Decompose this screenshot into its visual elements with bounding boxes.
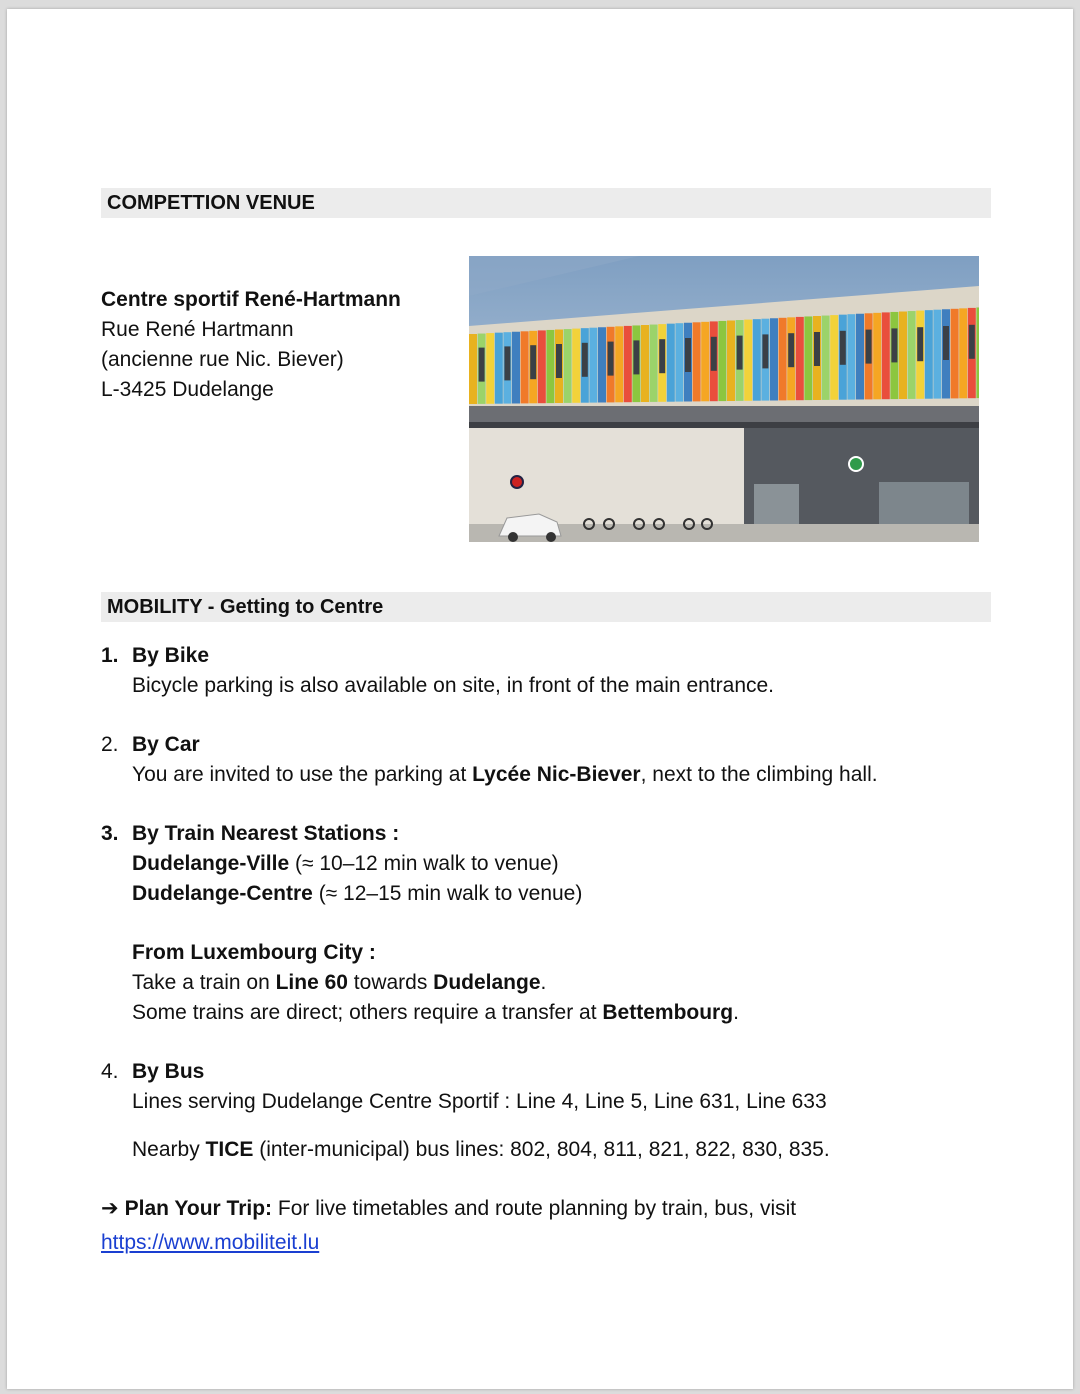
item-text-car: You are invited to use the parking at Lycée Nic-Biever, next to the climbing hall.: [132, 763, 878, 786]
item-number-bus: 4.: [101, 1060, 119, 1083]
venue-section-header: [101, 188, 991, 218]
parking-location: Lycée Nic-Biever: [472, 763, 641, 786]
mobility-section-title: MOBILITY - Getting to Centre: [107, 596, 384, 618]
venue-photo: [469, 256, 979, 542]
item-title-car: By Car: [132, 733, 200, 756]
document-page: [7, 9, 1073, 1389]
item-title-train: By Train Nearest Stations :: [132, 822, 400, 845]
station-dudelange-ville: Dudelange-Ville (≈ 10–12 min walk to venue): [132, 852, 559, 875]
station-dudelange-centre: Dudelange-Centre (≈ 12–15 min walk to venue): [132, 882, 583, 905]
plan-trip-line: ➔ Plan Your Trip: For live timetables and route planning by train, bus, visit: [101, 1194, 796, 1224]
item-title-bus: By Bus: [132, 1060, 205, 1083]
item-number-bike: 1.: [101, 644, 119, 667]
venue-name: Centre sportif René-Hartmann: [101, 288, 401, 311]
item-text-bike: Bicycle parking is also available on site, in front of the main entrance.: [132, 674, 775, 697]
train-line-info: Take a train on Line 60 towards Dudelange.: [132, 971, 547, 994]
tice-bus-lines: Nearby TICE (inter-municipal) bus lines: 802, 804, 811, 821, 822, 830, 835.: [132, 1138, 830, 1161]
arrow-right-icon: ➔: [101, 1197, 119, 1220]
from-luxembourg-title: From Luxembourg City :: [132, 941, 376, 964]
mobility-section-header: [101, 592, 991, 622]
item-title-bike: By Bike: [132, 644, 210, 667]
mobiliteit-link[interactable]: https://www.mobiliteit.lu: [101, 1231, 320, 1254]
bus-lines-text: Lines serving Dudelange Centre Sportif : Line 4, Line 5, Line 631, Line 633: [132, 1090, 827, 1113]
mobiliteit-link-wrap: [101, 1228, 319, 1258]
train-transfer-info: Some trains are direct; others require a transfer at Bettembourg.: [132, 1001, 739, 1024]
item-number-train: 3.: [101, 822, 119, 845]
venue-section-title: COMPETTION VENUE: [107, 192, 315, 214]
venue-address-line2: (ancienne rue Nic. Biever): [101, 348, 344, 371]
venue-address-line1: Rue René Hartmann: [101, 318, 294, 341]
plan-trip-label: Plan Your Trip:: [124, 1197, 273, 1220]
item-number-car: 2.: [101, 733, 119, 756]
venue-address-line3: L-3425 Dudelange: [101, 378, 274, 401]
